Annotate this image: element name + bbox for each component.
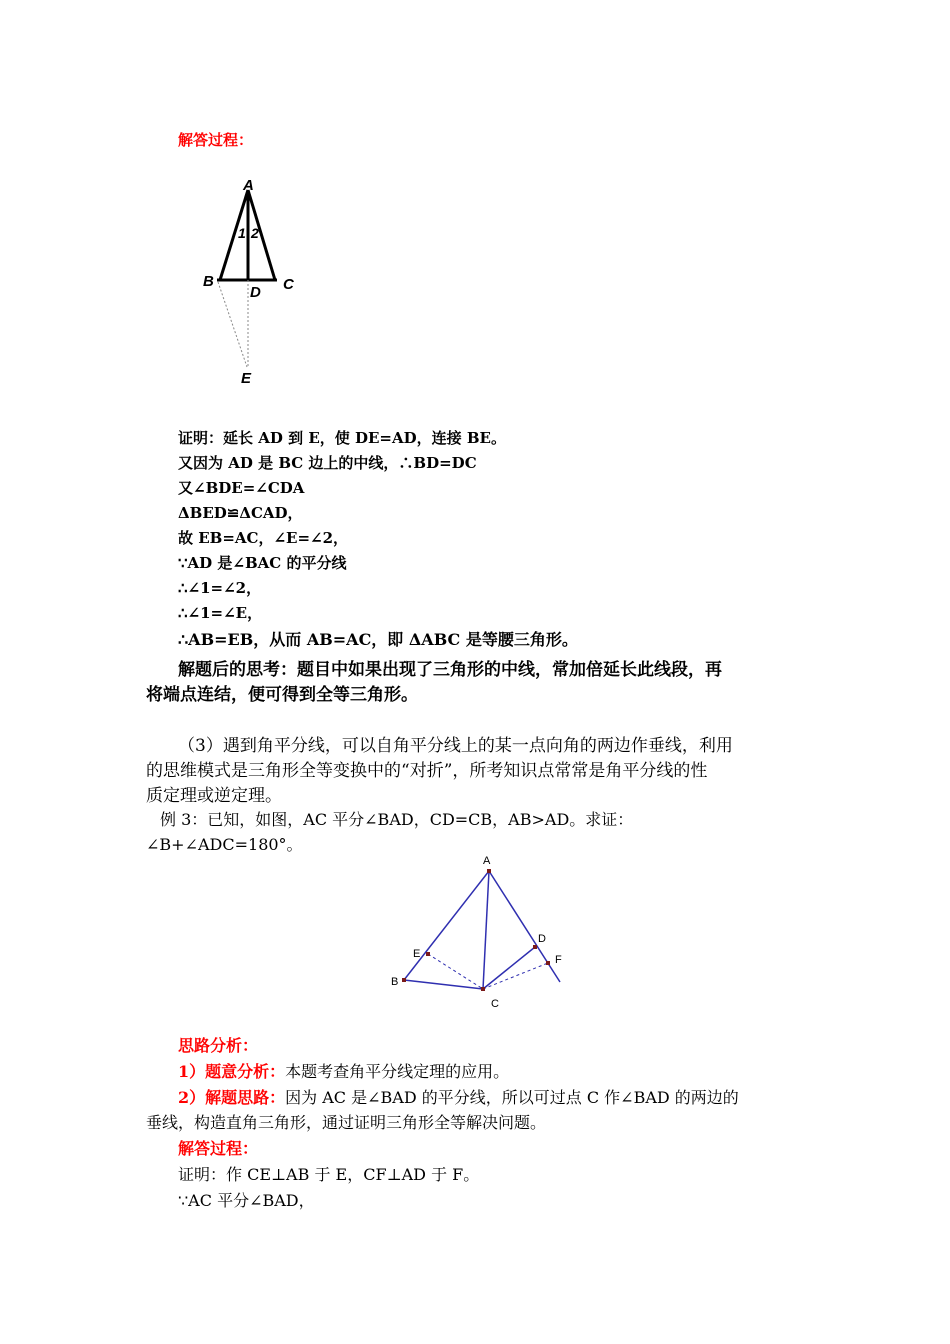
fig1-label-a: A — [243, 177, 254, 194]
proof-line-9: ∴AB=EB，从而 AB=AC，即 ΔABC 是等腰三角形。 — [178, 630, 578, 649]
analysis-heading: 思路分析： — [178, 1036, 259, 1055]
proof-line-4: ΔBED≌ΔCAD， — [178, 504, 303, 522]
reflection-line-2: 将端点连结，便可得到全等三角形。 — [146, 685, 418, 705]
example-line-2: ∠B+∠ADC=180°。 — [146, 835, 303, 854]
fig2-label-b: B — [391, 976, 399, 988]
quadrilateral-figure-2 — [385, 852, 575, 1012]
fig2-label-f: F — [555, 954, 562, 966]
fig2-label-c: C — [491, 998, 499, 1010]
analysis-item-2-text: 因为 AC 是∠BAD 的平分线，所以可过点 C 作∠BAD 的两边的 — [285, 1088, 739, 1107]
intro-line-1: （3）遇到角平分线，可以自角平分线上的某一点向角的两边作垂线，利用 — [178, 736, 733, 756]
fig2-label-e: E — [413, 948, 421, 960]
proof-line-5: 故 EB=AC，∠E=∠2， — [178, 529, 349, 547]
fig2-label-a: A — [483, 855, 491, 867]
analysis-item-2-label: 2）解题思路： — [178, 1088, 286, 1107]
proof-line-3: 又∠BDE=∠CDA — [178, 479, 305, 497]
fig2-label-d: D — [538, 933, 546, 945]
proof-line-1: 证明：延长 AD 到 E，使 DE=AD，连接 BE。 — [178, 429, 506, 447]
fig1-label-angle2: 2 — [251, 225, 259, 241]
intro-line-3: 质定理或逆定理。 — [146, 786, 282, 806]
analysis-item-1-text: 本题考查角平分线定理的应用。 — [285, 1062, 510, 1081]
proof-line-7: ∴∠1=∠2， — [178, 579, 262, 597]
proof-line-2: 又因为 AD 是 BC 边上的中线，∴BD=DC — [178, 454, 477, 472]
fig1-label-c: C — [283, 276, 294, 293]
proof-line-8: ∴∠1=∠E， — [178, 604, 263, 622]
fig1-label-e: E — [241, 370, 252, 387]
analysis-item-2 — [178, 1085, 739, 1108]
fig1-label-angle1: 1 — [238, 225, 246, 241]
intro-line-2: 的思维模式是三角形全等变换中的“对折”，所考知识点常常是角平分线的性 — [146, 761, 708, 781]
analysis-item-2-cont: 垂线，构造直角三角形，通过证明三角形全等解决问题。 — [146, 1113, 547, 1132]
analysis-item-1-label: 1）题意分析： — [178, 1062, 286, 1081]
proof-line-6: ∵AD 是∠BAC 的平分线 — [178, 554, 347, 572]
solution-line-2: ∵AC 平分∠BAD， — [178, 1191, 315, 1210]
reflection-line-1: 解题后的思考：题目中如果出现了三角形的中线，常加倍延长此线段，再 — [178, 660, 722, 680]
analysis-item-1 — [178, 1059, 509, 1082]
fig1-label-b: B — [203, 273, 214, 290]
fig1-label-d: D — [250, 284, 261, 301]
solution-heading-1: 解答过程： — [178, 131, 254, 149]
triangle-figure-1 — [195, 172, 315, 392]
solution-heading-2: 解答过程： — [178, 1139, 259, 1158]
solution-line-1: 证明：作 CE⊥AB 于 E，CF⊥AD 于 F。 — [178, 1165, 480, 1184]
example-line-1: 例 3：已知，如图，AC 平分∠BAD，CD=CB，AB>AD。求证： — [160, 810, 634, 829]
